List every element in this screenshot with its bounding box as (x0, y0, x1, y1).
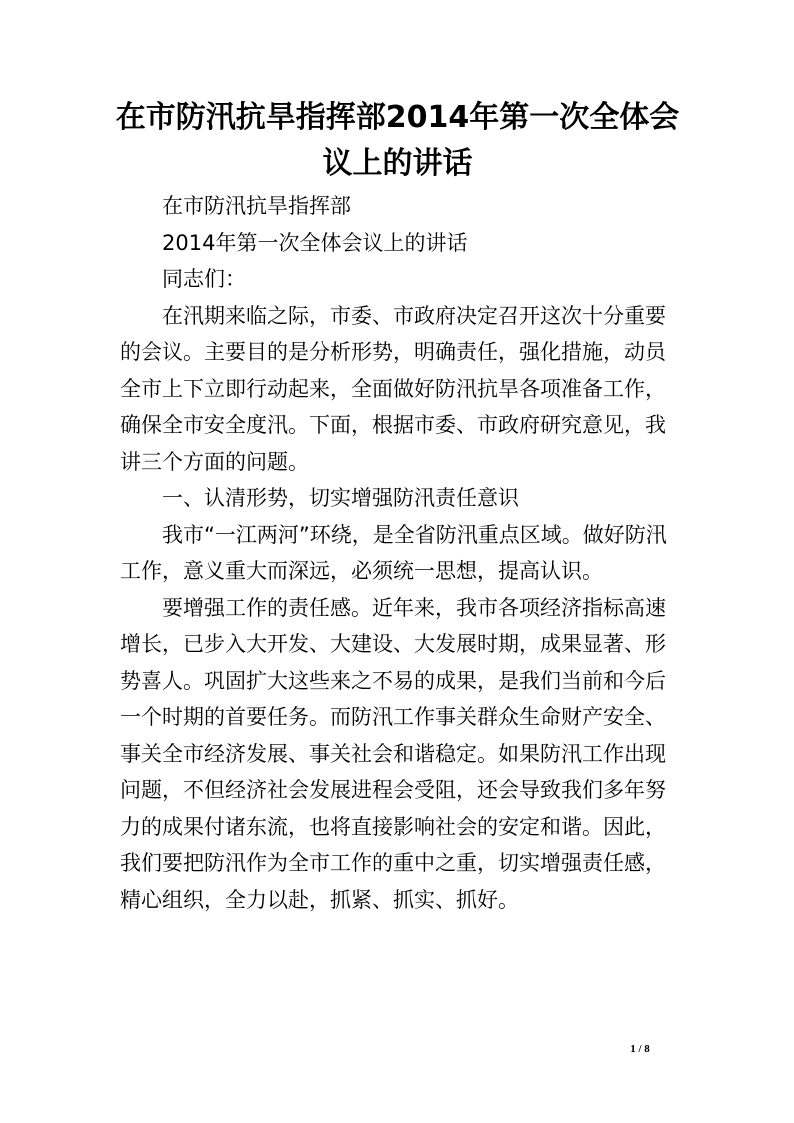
paragraph-salutation: 同志们： (162, 267, 246, 291)
paragraph-heading-line-2: 2014年第一次全体会议上的讲话 (162, 230, 468, 255)
section-heading-1: 一、认清形势，切实增强防汛责任意识 (162, 486, 519, 510)
page-number: 1 / 8 (630, 1043, 650, 1055)
paragraph-situation: 我市“一江两河”环绕，是全省防汛重点区域。做好防汛工作，意义重大而深远，必须统一思想，提高认识。 (120, 522, 667, 583)
paragraph-heading-line-1: 在市防汛抗旱指挥部 (162, 194, 351, 218)
document-body (120, 188, 675, 918)
paragraph-responsibility: 要增强工作的责任感。近年来，我市各项经济指标高速增长，已步入大开发、大建设、大发展时期，成果显著、形势喜人。巩固扩大这些来之不易的成果，是我们当前和今后一个时期的首要任务。而防汛工作事关群众生命财产安全、事关全市经济发展、事关社会和谐稳定。如果防汛工作出现问题，不但经济社会发展进程会受阻，还会导致我们多年努力的成果付诸东流，也将直接影响社会的安定和谐。因此，我们要把防汛作为全市工作的重中之重，切实增强责任感，精心组织，全力以赴，抓紧、抓实、抓好。 (120, 595, 666, 912)
paragraph-intro: 在汛期来临之际，市委、市政府决定召开这次十分重要的会议。主要目的是分析形势，明确责任，强化措施，动员全市上下立即行动起来，全面做好防汛抗旱各项准备工作，确保全市安全度汛。下面，根据市委、市政府研究意见，我讲三个方面的问题。 (120, 303, 666, 474)
document-title: 在市防汛抗旱指挥部2014年第一次全体会议上的讲话 (115, 100, 680, 181)
